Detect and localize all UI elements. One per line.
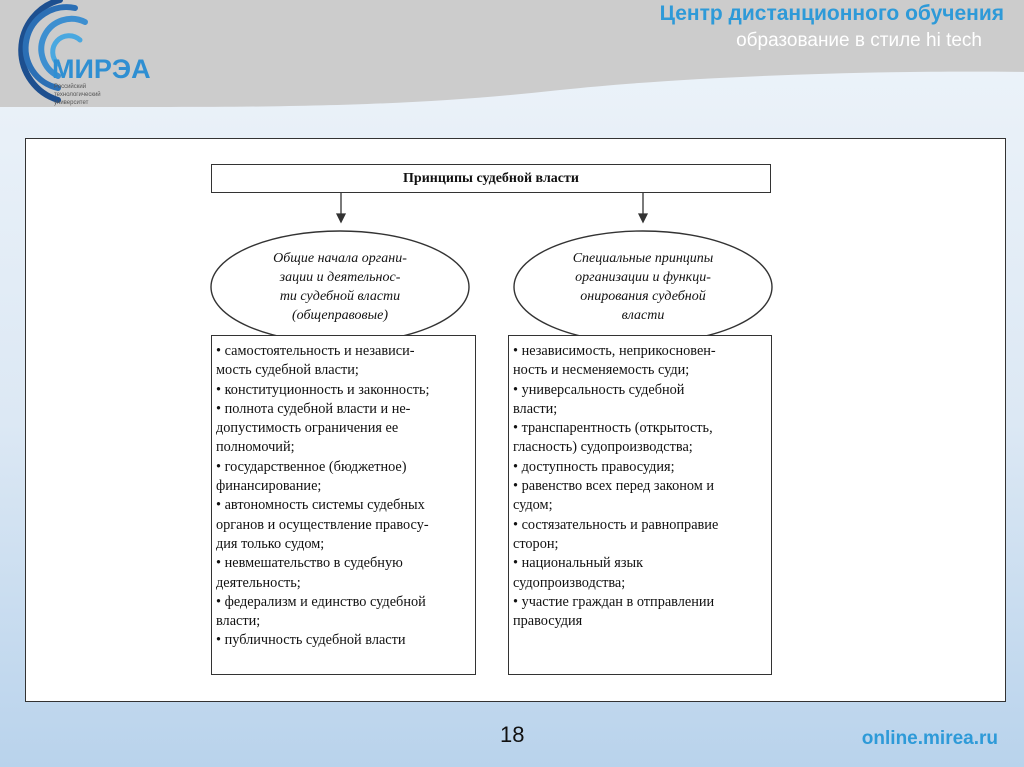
list-line: мость судебной власти; bbox=[216, 362, 359, 379]
right-heading: Специальные принципы организации и функци- онирования судебной власти bbox=[572, 251, 714, 323]
list-line: власти; bbox=[513, 400, 558, 417]
svg-text:технологический: технологический bbox=[54, 92, 101, 98]
list-line: гласность) судопроизводства; bbox=[513, 439, 693, 456]
list-line: дия только судом; bbox=[216, 535, 325, 552]
list-line: • независимость, неприкосновен- bbox=[513, 343, 716, 359]
site-url[interactable]: online.mirea.ru bbox=[861, 728, 998, 749]
list-line: • самостоятельность и независи- bbox=[216, 343, 415, 359]
left-principles-list bbox=[211, 335, 476, 675]
list-line: власти; bbox=[216, 613, 261, 630]
list-line: • равенство всех перед законом и bbox=[513, 478, 715, 495]
list-line: • публичность судебной власти bbox=[216, 632, 406, 649]
left-heading: Общие начала органи- зации и деятельнос- ти судебной власти (общеправовые) bbox=[273, 251, 407, 323]
page-number: 18 bbox=[500, 722, 525, 747]
list-line: • участие граждан в отправлении bbox=[513, 593, 715, 610]
list-line: судопроизводства; bbox=[513, 574, 626, 591]
list-line: • транспарентность (открытость, bbox=[513, 420, 713, 437]
list-line: ность и несменяемость суди; bbox=[513, 362, 690, 379]
list-line: • федерализм и единство судебной bbox=[216, 593, 426, 610]
list-line: сторон; bbox=[513, 535, 559, 552]
list-line: полномочий; bbox=[216, 439, 295, 456]
list-line: допустимость ограничения ее bbox=[216, 420, 399, 437]
svg-text:МИРЭА: МИРЭА bbox=[52, 54, 151, 84]
list-line: • состязательность и равноправие bbox=[513, 516, 719, 533]
list-line: • государственное (бюджетное) bbox=[216, 458, 407, 475]
right-principles-list bbox=[508, 335, 772, 675]
list-line: • автономность системы судебных bbox=[216, 497, 425, 514]
list-line: судом; bbox=[513, 497, 553, 514]
list-line: правосудия bbox=[513, 613, 583, 630]
list-line: органов и осуществление правосу- bbox=[216, 516, 429, 533]
list-line: • национальный язык bbox=[513, 555, 644, 572]
list-line: деятельность; bbox=[216, 574, 301, 591]
list-line: • конституционность и законность; bbox=[216, 381, 430, 398]
list-line: • невмешательство в судебную bbox=[216, 555, 403, 572]
header-title: Центр дистанционного обучения bbox=[659, 2, 1004, 25]
diagram-title: Принципы судебной власти bbox=[211, 164, 771, 193]
list-line: • полнота судебной власти и не- bbox=[216, 400, 411, 417]
list-line: • универсальность судебной bbox=[513, 381, 685, 398]
list-line: • доступность правосудия; bbox=[513, 458, 675, 475]
list-line: финансирование; bbox=[216, 478, 322, 495]
svg-text:университет: университет bbox=[54, 100, 89, 106]
header-subtitle: образование в стиле hi tech bbox=[736, 30, 982, 51]
svg-text:Российский: Российский bbox=[54, 84, 87, 90]
